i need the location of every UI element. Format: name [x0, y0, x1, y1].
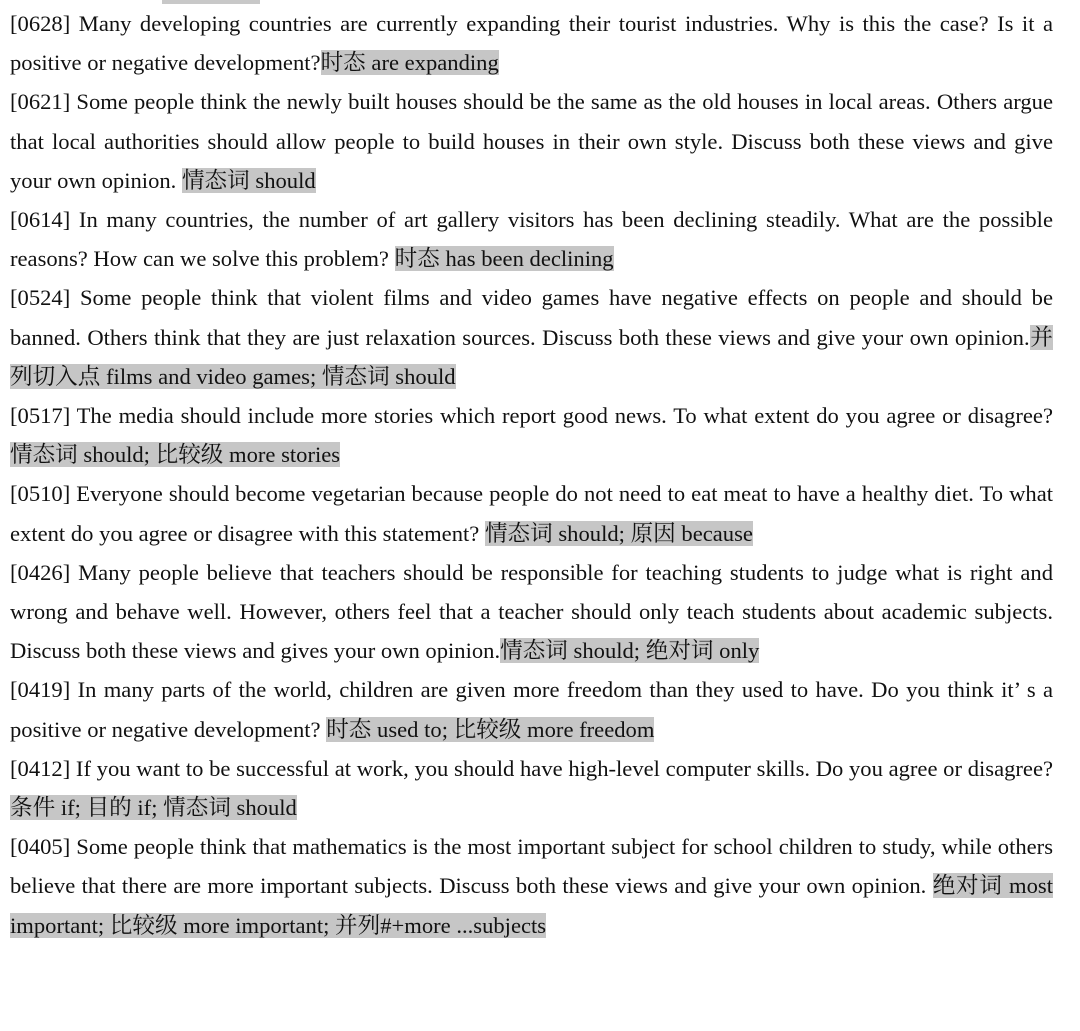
- highlight-note: 条件 if; 目的 if; 情态词 should: [10, 795, 297, 821]
- essay-prompt-0614: [10, 200, 1053, 278]
- prompt-text: [0419] In many parts of the world, children are given more freedom than they used to have. Do you think it’ s a positive or negative development?: [10, 677, 1053, 742]
- prompt-text: [0405] Some people think that mathematics is the most important subject for school children to study, while others believe that there are more important subjects. Discuss both these views and give your own opinion.: [10, 834, 1053, 899]
- highlight-note: 情态词 should; 绝对词 only: [500, 638, 760, 664]
- essay-prompt-0510: [10, 474, 1053, 552]
- prompt-text: [0524] Some people think that violent films and video games have negative effects on people and should be banned. Others think that they are just relaxation sources. Discuss both these views and give your own opinion.: [10, 285, 1053, 350]
- highlight-note: 时态 used to; 比较级 more freedom: [326, 716, 655, 742]
- essay-prompt-0621: [10, 82, 1053, 200]
- highlight-note: 情态词 should; 原因 because: [484, 520, 753, 546]
- document-body: [10, 4, 1053, 945]
- essay-prompt-0628: [10, 4, 1053, 82]
- essay-prompt-0405: [10, 827, 1053, 945]
- prompt-text: [0426] Many people believe that teachers should be responsible for teaching students to judge what is right and wrong and behave well. However, others feel that a teacher should only teach students about academic subjects. Discuss both these views and gives your own opinion.: [10, 559, 1053, 664]
- prompt-text: [0614] In many countries, the number of art gallery visitors has been declining steadily. What are the possible reasons? How can we solve this problem?: [10, 207, 1053, 272]
- highlight-note: 情态词 should; 比较级 more stories: [10, 442, 341, 468]
- highlight-note: 时态 are expanding: [320, 50, 499, 76]
- essay-prompt-0412: [10, 749, 1053, 827]
- prompt-text: [0628] Many developing countries are currently expanding their tourist industries. Why is this the case? Is it a positive or negative development?: [10, 11, 1053, 76]
- highlight-note: 并列切入点 films and video games; 情态词 should: [10, 324, 1053, 389]
- highlight-note: 情态词 should: [181, 167, 316, 193]
- highlight-note: 绝对词 most important; 比较级 more important; 并列#+more ...subjects: [10, 873, 1053, 938]
- prompt-text: [0412] If you want to be successful at work, you should have high-level computer skills. Do you agree or disagree?: [10, 755, 1053, 781]
- essay-prompt-0517: [10, 396, 1053, 474]
- essay-prompt-0524: [10, 278, 1053, 396]
- highlight-note: 时态 has been declining: [394, 246, 614, 272]
- essay-prompt-0426: [10, 553, 1053, 671]
- essay-prompt-0419: [10, 670, 1053, 748]
- prompt-text: [0621] Some people think the newly built houses should be the same as the old houses in local areas. Others argue that local authorities should allow people to build houses in their own style. Discuss both these views and give your own opinion.: [10, 89, 1053, 193]
- prompt-text: [0517] The media should include more stories which report good news. To what extent do you agree or disagree?: [10, 403, 1053, 429]
- prompt-text: [0510] Everyone should become vegetarian because people do not need to eat meat to have a healthy diet. To what extent do you agree or disagree with this statement?: [10, 481, 1053, 546]
